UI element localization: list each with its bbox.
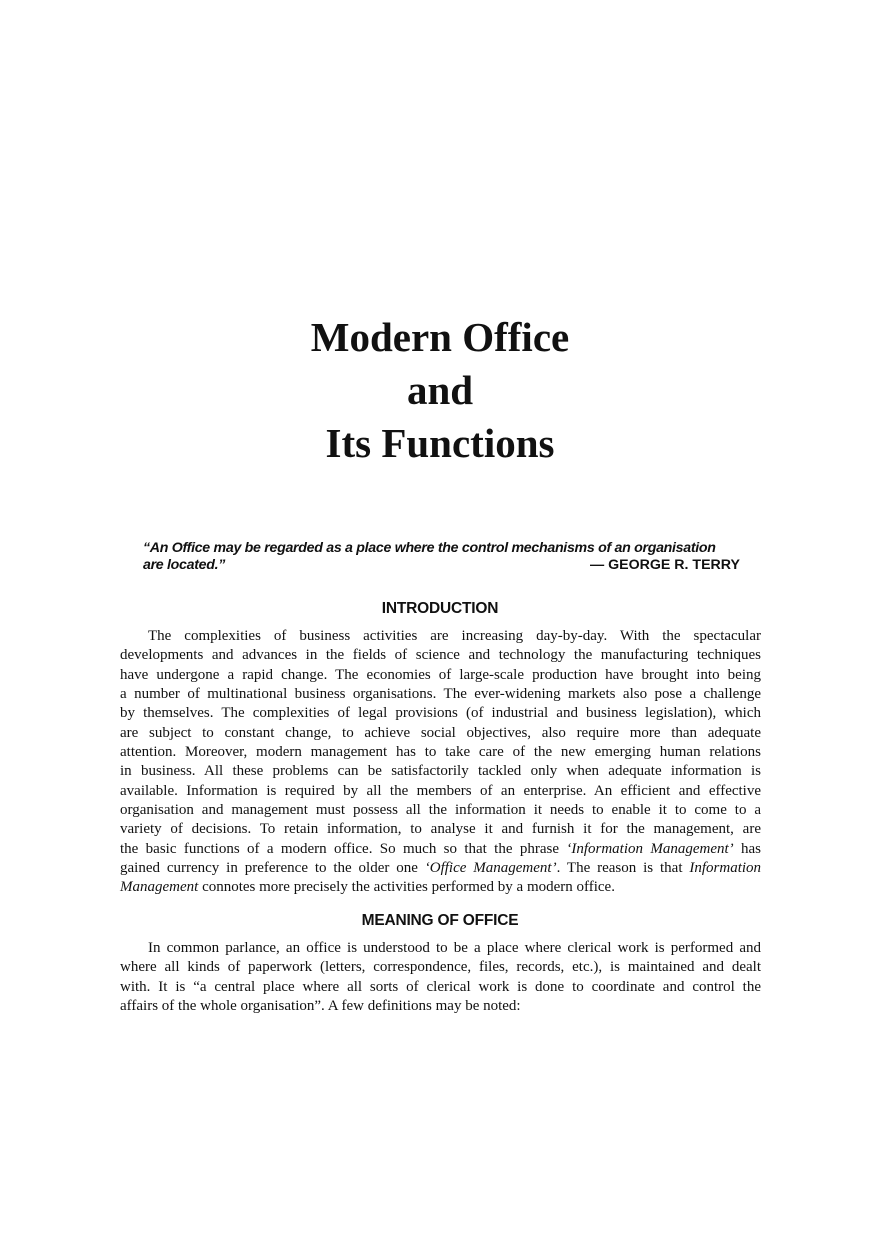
paragraph-line bbox=[120, 859, 761, 878]
title-line: Its Functions bbox=[325, 420, 555, 466]
text-run: available. Information is required by all the members of an enterprise. An efficient and effective bbox=[120, 782, 761, 799]
paragraph-line bbox=[120, 685, 761, 704]
section-heading-meaning-of-office: MEANING OF OFFICE bbox=[361, 912, 519, 929]
text-run: In common parlance, an office is understood to be a place where clerical work is performed and bbox=[148, 940, 761, 956]
paragraph-line bbox=[120, 978, 761, 997]
paragraph-line bbox=[120, 878, 761, 897]
text-run: organisation and management must possess all the information it needs to enable it to come to a bbox=[120, 802, 761, 819]
paragraph-line bbox=[120, 762, 761, 781]
italic-text: Management bbox=[120, 879, 199, 896]
title-line: Modern Office bbox=[310, 314, 570, 360]
title-line: and bbox=[406, 367, 474, 413]
text-run: The complexities of business activities are increasing day-by-day. With the spectacular bbox=[148, 628, 761, 644]
text-run: developments and advances in the fields of science and technology the manufacturing techniques bbox=[120, 647, 761, 664]
meaning-paragraph bbox=[120, 939, 761, 1016]
text-run: variety of decisions. To retain information, to analyse it and furnish it for the management, are bbox=[120, 821, 761, 838]
text-run: connotes more precisely the activities performed by a modern office. bbox=[198, 879, 615, 896]
paragraph-line bbox=[120, 666, 761, 685]
paragraph-line bbox=[120, 840, 761, 859]
section-heading-introduction: INTRODUCTION bbox=[381, 600, 499, 617]
paragraph-line bbox=[120, 997, 761, 1016]
paragraph-line bbox=[120, 782, 761, 801]
text-run: with. It is “a central place where all sorts of clerical work is done to coordinate and control the bbox=[120, 978, 761, 995]
text-run: gained currency in preference to the older one bbox=[120, 860, 425, 877]
text-run: attention. Moreover, modern management has to take care of the new emerging human relations bbox=[120, 744, 761, 761]
paragraph-line bbox=[120, 704, 761, 723]
paragraph-line bbox=[120, 743, 761, 762]
introduction-paragraph bbox=[120, 627, 761, 898]
italic-text: Information bbox=[689, 860, 762, 877]
text-run: affairs of the whole organisation”. A few definitions may be noted: bbox=[120, 998, 521, 1015]
text-run: the basic functions of a modern office. So much so that the phrase bbox=[120, 840, 567, 857]
text-run: a number of multinational business organisations. The ever-widening markets also pose a challenge bbox=[120, 686, 761, 703]
paragraph-line bbox=[120, 646, 761, 665]
text-run: has bbox=[733, 840, 761, 857]
paragraph-line bbox=[120, 820, 761, 839]
paragraph-line bbox=[120, 801, 761, 820]
text-run: . The reason is that bbox=[556, 860, 690, 877]
paragraph-line bbox=[120, 627, 761, 646]
text-run: are subject to constant change, to achieve social objectives, also require more than adequate bbox=[120, 724, 761, 741]
paragraph-line bbox=[120, 958, 761, 977]
italic-text: ‘Office Management’ bbox=[424, 860, 557, 877]
epigraph-quote-line: “An Office may be regarded as a place where the control mechanisms of an organisation bbox=[143, 540, 716, 556]
epigraph-author: — GEORGE R. TERRY bbox=[589, 557, 740, 573]
epigraph-quote-line: are located.” bbox=[143, 557, 226, 573]
paragraph-line bbox=[120, 724, 761, 743]
text-run: have undergone a rapid change. The economies of large-scale production have brought into being bbox=[120, 666, 761, 683]
text-run: where all kinds of paperwork (letters, correspondence, files, records, etc.), is maintained and dealt bbox=[120, 959, 761, 976]
text-run: in business. All these problems can be satisfactorily tackled only when adequate information is bbox=[120, 763, 761, 780]
text-run: by themselves. The complexities of legal provisions (of industrial and business legislation), which bbox=[120, 705, 761, 722]
italic-text: ‘Information Management’ bbox=[566, 840, 734, 857]
paragraph-line bbox=[120, 939, 761, 958]
